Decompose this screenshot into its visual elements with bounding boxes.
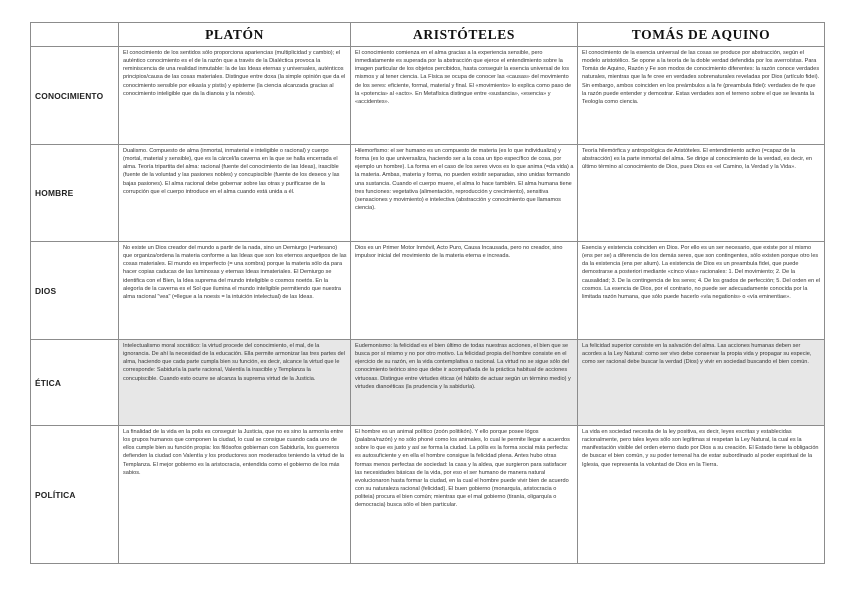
row-label: DIOS xyxy=(31,242,119,340)
cell-platon: No existe un Dios creador del mundo a partir de la nada, sino un Demiurgo (=artesano) que organiza/ordena la materia conforme a las Ideas que son los eternos arquetipos de las cosas materiales. El mundo es imperfecto (= una sombra) porque la materia sólo da para hacer copias caducas de las luminosas y eternas Ideas inmateriales. El Demiurgo se identifica con el Bien, la Idea suprema del mundo inteligible o cosmos noetós. En la alegoría de la caverna es el Sol que ilumina el mundo inteligible permitiendo que nuestra alma racional "vea" (=llegue a la noesis = la intuición intelectual) de las Ideas. xyxy=(119,242,351,340)
row-label: POLÍTICA xyxy=(31,426,119,564)
row-label: ÉTICA xyxy=(31,340,119,426)
cell-aristoteles: El conocimiento comienza en el alma gracias a la experiencia sensible, pero inmediatamente es superada por la abstracción que ejerce el entendimiento sobre la imagen particular de los objetos percibidos, hasta conseguir la esencia universal de los mismos y al tener ciencia. La Física se ocupa de conocer las «causas» del movimiento de los seres: eficiente, formal, material y final. El «movimiento» lo explica como paso de la «potencia» al «acto». En Metafísica distingue entre «sustancia», «esencia» y «accidentes». xyxy=(351,47,578,145)
cell-aristoteles: Hilemorfismo: el ser humano es un compuesto de materia (es lo que individualiza) y forma (es lo que universaliza, haciendo ser a la cosa un tipo específico de cosa, por ejemplo un hombre). La forma en el caso de los seres vivos es lo que anima (=da vida) a la materia. Ambas, materia y forma, no pueden existir separadas, sino unidas formando una sustancia. Cuando el cuerpo muere, el alma lo hace también. El alma humana tiene tres funciones: vegetativa (alimentación, reproducción y crecimiento), sensitiva (sensaciones y movimiento) e intelectiva (abstracción y conocimiento que llamamos ciencia). xyxy=(351,145,578,242)
corner-cell xyxy=(31,23,119,47)
row-conocimiento xyxy=(31,47,825,145)
row-etica xyxy=(31,340,825,426)
cell-platon: La finalidad de la vida en la polis es conseguir la Justicia, que no es sino la armonía entre los grupos humanos que componen la ciudad, lo cual se consigue cuando cada uno de ellos cumple bien su función propia: los filósofos gobiernan con Sabiduría, los guerreros defienden la ciudad con Valentía y los productores son moderados teniendo la virtud de la Templanza. El mejor gobierno es la aristocracia, entendida como el gobierno de los más sabios. xyxy=(119,426,351,564)
cell-platon: El conocimiento de los sentidos sólo proporciona apariencias (multiplicidad y cambio); el auténtico conocimiento es el de la razón que a través de la Dialéctica provoca la reminiscencia de una realidad inmutable: la de las Ideas eternas y universales, auténticos principios/causa de las cosas materiales. Distingue entre doxa (la simple opinión que da el conocimiento sensible por eikasía y pistis) y episteme (la ciencia alcanzada gracias al conocimiento inteligible que da la dianoia y la nóesis). xyxy=(119,47,351,145)
row-dios xyxy=(31,242,825,340)
cell-tomas: La felicidad superior consiste en la salvación del alma. Las acciones humanas deben ser acordes a la Ley Natural: como ser vivo debe conservar la propia vida y propagar su especie, como ser racional debe buscar la verdad (Dios) y vivir en sociedad buscando el bien común. xyxy=(578,340,825,426)
cell-tomas: La vida en sociedad necesita de la ley positiva, es decir, leyes escritas y establecidas racionalmente, pero tales leyes sólo son legítimas si respetan la Ley Natural, la cual es la manifestación visible del orden eterno dado por Dios a su creación. El Estado tiene la obligación de buscar el bien común, y su poder terrenal ha de estar subordinado al poder espiritual de la Iglesia, que representa la voluntad de Dios en la Tierra. xyxy=(578,426,825,564)
philosophy-comparison-table xyxy=(30,22,825,564)
row-label: HOMBRE xyxy=(31,145,119,242)
header-platon: PLATÓN xyxy=(119,23,351,47)
row-politica xyxy=(31,426,825,564)
cell-tomas: El conocimiento de la esencia universal de las cosas se produce por abstracción, según el modelo aristotélico. Se opone a la teoría de la doble verdad defendida por los averroístas. Para Tomás de Aquino, Razón y Fe son modos de conocimiento diferentes: la razón conoce verdades naturales, mientras que la fe cree en verdades sobrenaturales reveladas por Dios (artículo fidei). Sin embargo, ambos coinciden en los preámbulos a la fe (preambula fidei): verdades de fe que la razón puede entender y demostrar. Estas verdades son el terreno sobre el que se levanta la Teología como ciencia. xyxy=(578,47,825,145)
header-tomas: TOMÁS DE AQUINO xyxy=(578,23,825,47)
cell-aristoteles: El hombre es un animal político (zoón politikón). Y ello porque posee lógos (palabra/razón) y no sólo phoné como los animales, lo cual le permite llegar a acuerdos sobre lo que es justo y así se forma la ciudad. La pólis es la forma social más perfecta: es autosuficiente y en ella el hombre consigue la felicidad plena. Antes hubo otras formas menos perfectas de sociedad: la casa y la aldea, que surgieron para satisfacer las necesidades básicas de la vida, por eso el ser humano de manera natural evolucionaron hasta formar la ciudad, en la cual el hombre puede vivir bien de acuerdo con su naturaleza racional (felicidad). El buen gobierno (monarquía, aristocracia o politeia) procura el bien común; mientras que el mal gobierno (tiranía, oligarquía o democracia) busca sólo el bien particular. xyxy=(351,426,578,564)
cell-aristoteles: Dios es un Primer Motor Inmóvil, Acto Puro, Causa Incausada, pero no creador, sino impulsor inicial del movimiento de la materia eterna e increada. xyxy=(351,242,578,340)
header-aristoteles: ARISTÓTELES xyxy=(351,23,578,47)
cell-aristoteles: Eudemonismo: la felicidad es el bien último de todas nuestras acciones, el bien que se busca por sí mismo y no por otro motivo. La felicidad propia del hombre consiste en el ejercicio de su razón, en la vida contemplativa o racional. La virtud no se sigue sólo del conocimiento teórico sino que debe ir acompañada de la práctica habitual de acciones virtuosas. Distingue entre virtudes éticas (el hábito de actuar según un término medio) y virtudes dianoéticas (la prudencia y la sabiduría). xyxy=(351,340,578,426)
cell-tomas: Esencia y existencia coinciden en Dios. Por ello es un ser necesario, que existe por sí mismo (ens per se) a diferencia de los demás seres, que son contingentes, sólo existen porque otro les da la existencia (ens per alium). La existencia de Dios es un preambula fidei, que puede demostrarse a posteriori mediante «cinco vías» racionales: 1. Del movimiento; 2. De la causalidad; 3. De la contingencia de los seres; 4. De los grados de perfección; 5. Del orden en el cosmos. La esencia de Dios, por el contrario, no puede ser adecuadamente conocida por la limitada razón humana, que sólo puede hacerlo «vía negationis» o «vía eminentiae». xyxy=(578,242,825,340)
row-hombre xyxy=(31,145,825,242)
cell-tomas: Teoría hilemórfica y antropológica de Aristóteles. El entendimiento activo (=capaz de la abstracción) es la parte inmortal del alma. Se dirige al conocimiento de la verdad, es decir, en último término al conocimiento de Dios, pues Dios es «el Camino, la Verdad y la Vida». xyxy=(578,145,825,242)
cell-platon: Intelectualismo moral socrático: la virtud procede del conocimiento, el mal, de la ignorancia. De ahí la necesidad de la educación. Ella permite armonizar las tres partes del alma, haciendo que cada parte cumpla bien su función, es decir, alcance la virtud que le corresponde: Sabiduría la parte racional, Valentía la irascible y Templanza la concupiscible. Cuando esto ocurre se alcanza la suprema virtud de la Justicia. xyxy=(119,340,351,426)
comparison-sheet xyxy=(30,22,825,564)
header-row xyxy=(31,23,825,47)
cell-platon: Dualismo. Compuesto de alma (inmortal, inmaterial e inteligible o racional) y cuerpo (mortal, material y sensible), que es la cárcel/la caverna en la que se halla encerrada el alma. Teoría tripartita del alma: racional (fuente del conocimiento de las Ideas), irascible (fuente de la voluntad y las pasiones nobles) y concupiscible (fuente de los deseos y las bajas pasiones). El alma racional debe gobernar sobre las otras y purificarse de la corrupción que el cuerpo introduce en el alma cuando está unida a él. xyxy=(119,145,351,242)
row-label: CONOCIMIENTO xyxy=(31,47,119,145)
